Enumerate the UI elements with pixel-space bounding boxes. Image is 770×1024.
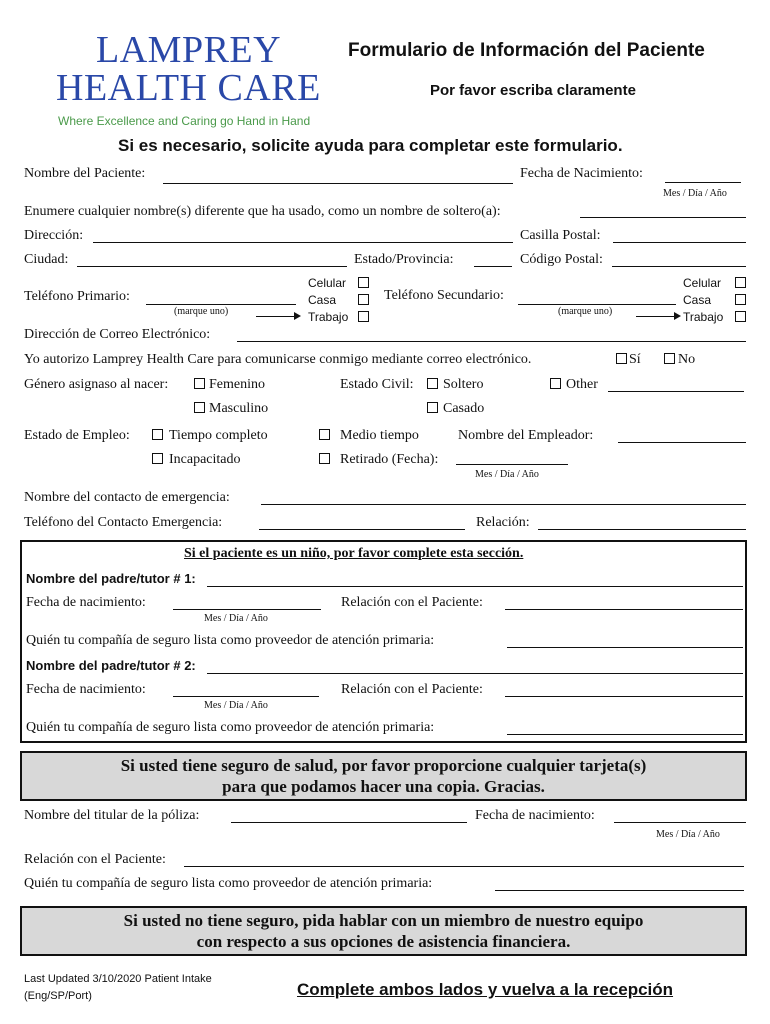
guardian2-field[interactable] — [207, 673, 743, 674]
state-field[interactable] — [474, 266, 512, 267]
guardian1-dob-field[interactable] — [173, 609, 321, 610]
guardian2-dob-format: Mes / Día / Año — [204, 700, 268, 711]
disabled-checkbox[interactable] — [152, 453, 163, 464]
sex-label: Género asignaso al nacer: — [24, 377, 169, 392]
updated-line1: Last Updated 3/10/2020 Patient Intake — [24, 973, 212, 985]
primary-casa-label: Casa — [308, 293, 337, 307]
emergency-name-label: Nombre del contacto de emergencia: — [24, 490, 230, 505]
part-time-checkbox[interactable] — [319, 429, 330, 440]
email-yes-label: Sí — [629, 352, 641, 367]
footer-instruction: Complete ambos lados y vuelva a la recepción — [297, 980, 674, 999]
secondary-celular-checkbox[interactable] — [735, 277, 746, 288]
primary-mark-one: (marque uno) — [174, 306, 229, 317]
holder-dob-format: Mes / Día / Año — [656, 829, 720, 840]
emergency-phone-label: Teléfono del Contacto Emergencia: — [24, 515, 223, 530]
married-label: Casado — [443, 401, 485, 416]
retired-date-format: Mes / Día / Año — [475, 469, 539, 480]
secondary-casa-checkbox[interactable] — [735, 294, 746, 305]
other-names-label: Enumere cualquier nombre(s) diferente que ha usado, como un nombre de soltero(a): — [24, 204, 501, 219]
zip-field[interactable] — [612, 266, 746, 267]
primary-casa-checkbox[interactable] — [358, 294, 369, 305]
email-field[interactable] — [237, 341, 746, 342]
help-note: Si es necesario, solicite ayuda para completar este formulario. — [118, 136, 623, 155]
policy-holder-label: Nombre del titular de la póliza: — [24, 808, 200, 823]
dob-field[interactable] — [665, 182, 741, 183]
primary-celular-label: Celular — [308, 276, 347, 290]
secondary-phone-field[interactable] — [518, 304, 676, 305]
no-insurance-line1: Si usted no tiene seguro, pida hablar con un miembro de nuestro equipo — [123, 911, 644, 930]
primary-celular-checkbox[interactable] — [358, 277, 369, 288]
other-checkbox[interactable] — [550, 378, 561, 389]
address-field[interactable] — [93, 242, 513, 243]
male-checkbox[interactable] — [194, 402, 205, 413]
secondary-trabajo-label: Trabajo — [683, 310, 724, 324]
retired-label: Retirado (Fecha): — [340, 452, 439, 467]
married-checkbox[interactable] — [427, 402, 438, 413]
holder-provider-field[interactable] — [495, 890, 744, 891]
holder-relation-label: Relación con el Paciente: — [24, 852, 166, 867]
po-box-field[interactable] — [613, 242, 746, 243]
form-title: Formulario de Información del Paciente — [348, 40, 705, 61]
guardian2-relation-label: Relación con el Paciente: — [341, 682, 483, 697]
form-subtitle: Por favor escriba claramente — [430, 82, 636, 99]
other-names-field[interactable] — [580, 217, 746, 218]
part-time-label: Medio tiempo — [340, 428, 419, 443]
secondary-phone-label: Teléfono Secundario: — [384, 288, 504, 303]
address-label: Dirección: — [24, 228, 84, 243]
single-checkbox[interactable] — [427, 378, 438, 389]
emergency-name-field[interactable] — [261, 504, 746, 505]
emergency-phone-field[interactable] — [259, 529, 465, 530]
other-field[interactable] — [608, 391, 744, 392]
secondary-trabajo-checkbox[interactable] — [735, 311, 746, 322]
guardian2-insurance-field[interactable] — [507, 734, 743, 735]
guardian2-insurance-label: Quién tu compañía de seguro lista como proveedor de atención primaria: — [26, 720, 435, 735]
female-label: Femenino — [209, 377, 265, 392]
guardian1-field[interactable] — [207, 586, 743, 587]
holder-dob-label: Fecha de nacimiento: — [475, 808, 595, 823]
disabled-label: Incapacitado — [169, 452, 241, 467]
other-label: Other — [566, 377, 598, 392]
primary-phone-label: Teléfono Primario: — [24, 289, 130, 304]
secondary-mark-one: (marque uno) — [558, 306, 613, 317]
policy-holder-field[interactable] — [231, 822, 467, 823]
guardian1-relation-field[interactable] — [505, 609, 743, 610]
guardian1-insurance-label: Quién tu compañía de seguro lista como proveedor de atención primaria: — [26, 633, 435, 648]
insurance-banner-line2: para que podamos hacer una copia. Gracias. — [222, 777, 545, 796]
secondary-arrow-icon — [636, 316, 676, 317]
primary-arrow-icon — [256, 316, 296, 317]
primary-phone-field[interactable] — [146, 304, 296, 305]
guardian2-dob-label: Fecha de nacimiento: — [26, 682, 146, 697]
employer-field[interactable] — [618, 442, 746, 443]
holder-relation-field[interactable] — [184, 866, 744, 867]
primary-arrow-head-icon — [294, 312, 301, 320]
insurance-banner-line1: Si usted tiene seguro de salud, por favor proporcione cualquier tarjeta(s) — [120, 756, 647, 775]
single-label: Soltero — [443, 377, 484, 392]
guardian2-dob-field[interactable] — [173, 696, 319, 697]
guardian1-relation-label: Relación con el Paciente: — [341, 595, 483, 610]
retired-date-field[interactable] — [456, 464, 568, 465]
dob-format: Mes / Día / Año — [663, 188, 727, 199]
guardian2-label: Nombre del padre/tutor # 2: — [26, 658, 196, 673]
logo — [56, 28, 326, 128]
full-time-checkbox[interactable] — [152, 429, 163, 440]
city-label: Ciudad: — [24, 252, 69, 267]
dob-label: Fecha de Nacimiento: — [520, 166, 643, 181]
email-auth-text: Yo autorizo Lamprey Health Care para comunicarse conmigo mediante correo electrónico. — [24, 352, 532, 367]
guardian1-insurance-field[interactable] — [507, 647, 743, 648]
updated-line2: (Eng/SP/Port) — [24, 990, 92, 1002]
marital-label: Estado Civil: — [340, 377, 414, 392]
email-label: Dirección de Correo Electrónico: — [24, 327, 211, 342]
holder-dob-field[interactable] — [614, 822, 746, 823]
secondary-arrow-head-icon — [674, 312, 681, 320]
city-field[interactable] — [77, 266, 347, 267]
male-label: Masculino — [209, 401, 269, 416]
patient-name-field[interactable] — [163, 183, 513, 184]
patient-name-label: Nombre del Paciente: — [24, 166, 146, 181]
retired-checkbox[interactable] — [319, 453, 330, 464]
primary-trabajo-label: Trabajo — [308, 310, 349, 324]
emergency-relation-field[interactable] — [538, 529, 746, 530]
primary-trabajo-checkbox[interactable] — [358, 311, 369, 322]
po-box-label: Casilla Postal: — [520, 228, 601, 243]
full-time-label: Tiempo completo — [169, 428, 268, 443]
guardian1-dob-label: Fecha de nacimiento: — [26, 595, 146, 610]
employment-label: Estado de Empleo: — [24, 428, 130, 443]
holder-provider-label: Quién tu compañía de seguro lista como proveedor de atención primaria: — [24, 876, 433, 891]
guardian1-dob-format: Mes / Día / Año — [204, 613, 268, 624]
guardian1-label: Nombre del padre/tutor # 1: — [26, 571, 196, 586]
secondary-celular-label: Celular — [683, 276, 722, 290]
emergency-relation-label: Relación: — [476, 515, 530, 530]
email-yes-checkbox[interactable] — [616, 353, 627, 364]
child-heading: Si el paciente es un niño, por favor complete esta sección. — [184, 546, 524, 561]
female-checkbox[interactable] — [194, 378, 205, 389]
logo-tagline: Where Excellence and Caring go Hand in Hand — [58, 114, 311, 128]
employer-label: Nombre del Empleador: — [458, 428, 594, 443]
zip-label: Código Postal: — [520, 252, 603, 267]
email-no-checkbox[interactable] — [664, 353, 675, 364]
state-label: Estado/Provincia: — [354, 252, 454, 267]
logo-line1: LAMPREY — [96, 29, 282, 71]
logo-line2: HEALTH CARE — [56, 67, 321, 109]
no-insurance-line2: con respecto a sus opciones de asistencia financiera. — [196, 932, 571, 951]
secondary-casa-label: Casa — [683, 293, 712, 307]
email-no-label: No — [678, 352, 696, 367]
guardian2-relation-field[interactable] — [505, 696, 743, 697]
